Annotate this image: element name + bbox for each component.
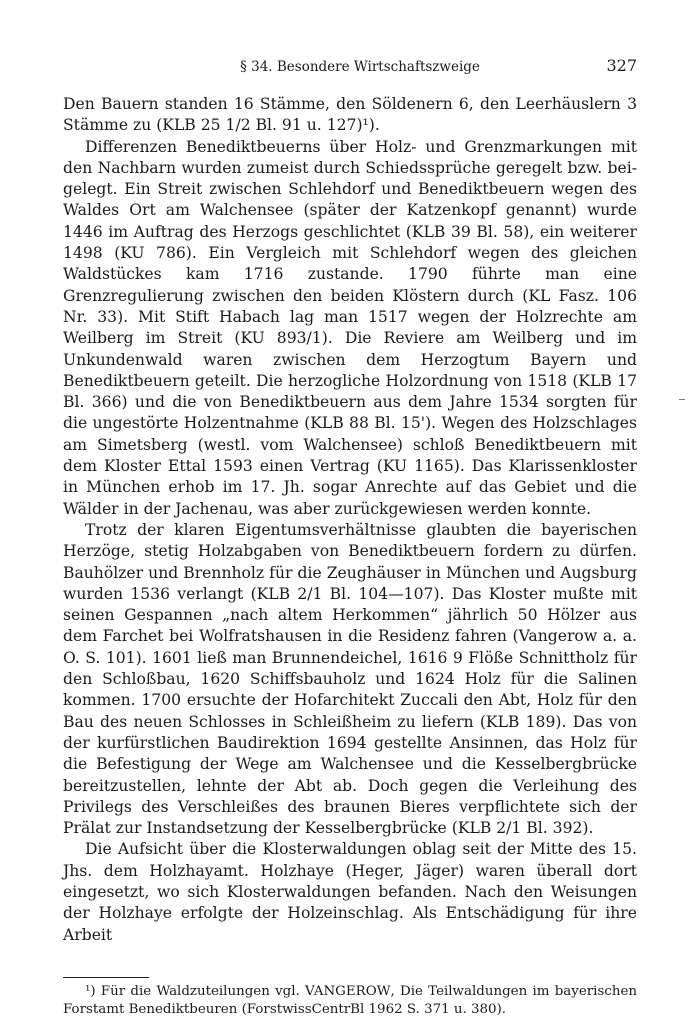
paragraph-4: Die Aufsicht über die Klosterwaldungen oblag seit der Mitte des 15. Jhs. dem Holzhayamt. Holzhaye (Heger, Jäger) waren überall dort eingesetzt, wo sich Klosterwaldungen befanden. Nach den Weisungen der Holzhaye erfolgte der Holzeinschlag. Als Entschädigung für ihre Arbeit — [63, 840, 637, 944]
footnote-author: VANGEROW — [305, 983, 391, 999]
footnote-text-after: , Die Teilwaldungen im bayerischen Forstamt Benediktbeuren (ForstwissCentrBl 1962 S. 371 u. 380). — [63, 983, 637, 1017]
body-text — [63, 94, 637, 946]
footnote — [63, 983, 637, 1019]
paragraph-2: Differenzen Benediktbeuerns über Holz- und Grenzmarkungen mit den Nachbarn wurden zumeist durch Schiedssprüche geregelt bzw. beigelegt. Ein Streit zwischen Schlehdorf und Benediktbeuern wegen des Waldes Ort am Walchensee (später der Katzenkopf genannt) wurde 1446 im Auftrag des Herzogs geschlichtet (KLB 39 Bl. 58), ein weiterer 1498 (KU 786). Ein Vergleich mit Schlehdorf wegen des gleichen Waldstückes kam 1716 zustande. 1790 führte man eine Grenzregulierung zwischen den beiden Klöstern durch (KL Fasz. 106 Nr. 33). Mit Stift Habach lag man 1517 wegen der Holzrechte am Weilberg im Streit (KU 893/1). Die Reviere am Weilberg und im Unkundenwald waren zwischen dem Herzogtum Bayern und Benediktbeuern geteilt. Die herzogliche Holzordnung von 1518 (KLB 17 Bl. 366) und die von Benediktbeuern aus dem Jahre 1534 sorgten für die ungestörte Holzentnahme (KLB 88 Bl. 15'). Wegen des Holzschlages am Simetsberg (westl. vom Walchensee) schloß Benediktbeuern mit dem Kloster Ettal 1593 einen Vertrag (KU 1165). Das Klarissenkloster in München erhob im 17. Jh. sogar Anrechte auf das Gebiet und die Wälder in der Jachenau, was aber zurückgewiesen werden konnte. — [63, 137, 637, 518]
book-page — [63, 56, 637, 1019]
footnote-divider — [63, 977, 149, 978]
section-title: § 34. Besondere Wirtschaftszweige — [240, 59, 480, 75]
margin-mark — [679, 399, 685, 400]
page-number: 327 — [606, 56, 637, 75]
running-head — [63, 56, 637, 78]
paragraph-3: Trotz der klaren Eigentumsverhältnisse glaubten die bayerischen Herzöge, stetig Holzabgaben von Benediktbeuern fordern zu dürfen. Bauhölzer und Brennholz für die Zeughäuser in München und Augsburg wurden 1536 verlangt (KLB 2/1 Bl. 104—107). Das Kloster mußte mit seinen Gespannen „nach altem Herkommen“ jährlich 50 Hölzer aus dem Farchet bei Wolfratshausen in die Residenz fahren (Vangerow a. a. O. S. 101). 1601 ließ man Brunnendeichel, 1616 9 Flöße Schnittholz für den Schloßbau, 1620 Schiffsbauholz und 1624 Holz für die Salinen kommen. 1700 ersuchte der Hofarchitekt Zuccali den Abt, Holz für den Bau des neuen Schlosses in Schleißheim zu liefern (KLB 189). Das von der kurfürstlichen Baudirektion 1694 gestellte Ansinnen, das Holz für die Befestigung der Wege am Walchensee und die Kesselbergbrücke bereitzustellen, lehnte der Abt ab. Doch gegen die Verleihung des Privilegs des Verschleißes des braunen Bieres verpflichtete sich der Prälat zur Instandsetzung der Kesselbergbrücke (KLB 2/1 Bl. 392). — [63, 520, 637, 838]
footnote-marker: ¹) — [85, 983, 96, 999]
footnote-text-before: Für die Waldzuteilungen vgl. — [100, 983, 306, 999]
paragraph-1: Den Bauern standen 16 Stämme, den Söldenern 6, den Leerhäuslern 3 Stämme zu (KLB 25 1/2 Bl. 91 u. 127)¹). — [63, 95, 637, 135]
